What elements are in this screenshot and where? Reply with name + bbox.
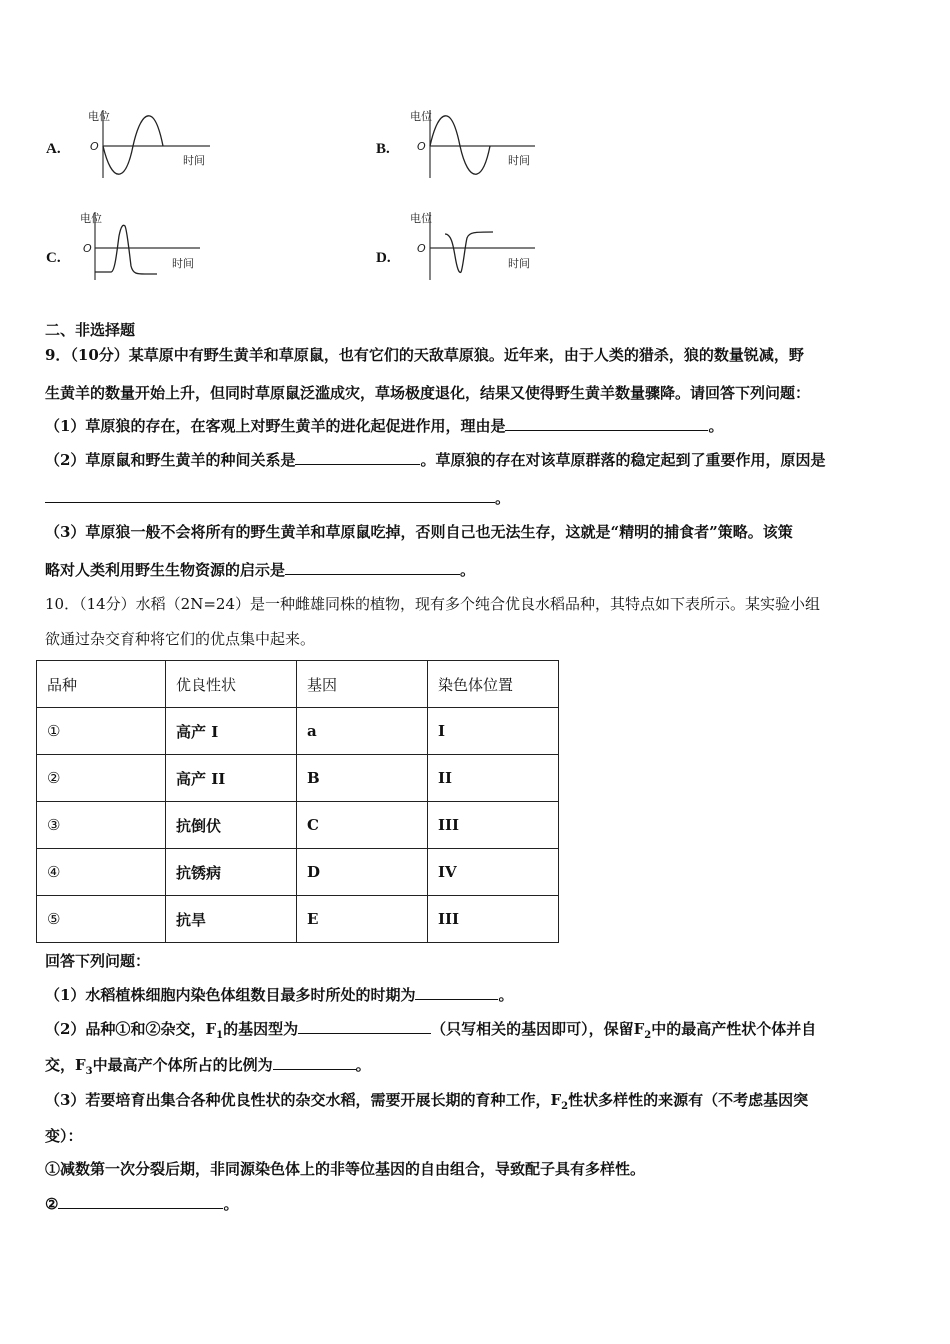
answer-intro: 回答下列问题： — [45, 952, 151, 970]
table-cell: III — [428, 802, 559, 849]
table-cell: 抗旱 — [166, 896, 297, 943]
table-cell: II — [428, 755, 559, 802]
axis-y-label-a: 电位 — [88, 110, 110, 123]
table-cell: 抗锈病 — [166, 849, 297, 896]
origin-c: O — [83, 242, 92, 255]
table-cell: ① — [37, 708, 166, 755]
table-row — [37, 755, 559, 802]
option-d-graph — [405, 210, 540, 282]
table-header-cell: 基因 — [297, 661, 428, 708]
option-b-label: B. — [376, 141, 390, 157]
answer-blank[interactable] — [285, 560, 460, 575]
option-a-label: A. — [46, 141, 61, 157]
origin-d: O — [417, 242, 426, 255]
answer-blank[interactable] — [415, 985, 498, 1000]
section-title: 二、非选择题 — [45, 321, 136, 339]
table-cell: ③ — [37, 802, 166, 849]
q10-part2-cont: 交，$F_3$中最高产个体所占的比例为 。 — [45, 1056, 371, 1077]
option-c-label: C. — [46, 250, 61, 266]
axis-x-label-a: 时间 — [183, 154, 205, 167]
table-cell: C — [297, 802, 428, 849]
axis-y-label-b: 电位 — [410, 110, 432, 123]
q10-part2: （2）品种①和②杂交，$F_1$的基因型为 （只写相关的基因即可），保留$F_2$中的最高产性状个体并自 — [45, 1020, 817, 1041]
q9-part2-cont: 。 — [45, 488, 510, 508]
q9-part3-line2: 略对人类利用野生生物资源的启示是 。 — [45, 561, 476, 579]
q10-item1: ①减数第一次分裂后期，非同源染色体上的非等位基因的自由组合，导致配子具有多样性。 — [45, 1160, 646, 1178]
answer-blank[interactable] — [273, 1055, 356, 1070]
q9-part1: （1）草原狼的存在，在客观上对野生黄羊的进化起促进作用，理由是 。 — [45, 417, 724, 435]
axis-y-label-d: 电位 — [410, 212, 432, 225]
axis-x-label-d: 时间 — [508, 257, 530, 270]
option-b-graph — [405, 108, 540, 180]
table-cell: ② — [37, 755, 166, 802]
table-cell: E — [297, 896, 428, 943]
q10-line2: 欲通过杂交育种将它们的优点集中起来。 — [45, 630, 316, 648]
option-d-label: D. — [376, 250, 391, 266]
q10-part3-cont: 变）： — [45, 1127, 83, 1145]
axis-y-label-c: 电位 — [80, 212, 102, 225]
origin-a: O — [90, 140, 99, 153]
table-row — [37, 849, 559, 896]
table-cell: D — [297, 849, 428, 896]
q10-part3: （3）若要培育出集合各种优良性状的杂交水稻，需要开展长期的育种工作，$F_2$性状多样性的来源有（不考虑基因突 — [45, 1091, 809, 1112]
q10-line1: 10．（14分）水稻（2N=24）是一种雌雄同株的植物，现有多个纯合优良水稻品种，其特点如下表所示。某实验小组 — [45, 595, 821, 613]
table-cell: ④ — [37, 849, 166, 896]
q9-line1: 9．（10分）某草原中有野生黄羊和草原鼠，也有它们的天敌草原狼。近年来，由于人类的猎杀，狼的数量锐减，野 — [45, 346, 804, 364]
answer-blank[interactable] — [298, 1019, 431, 1034]
variety-table — [36, 660, 559, 943]
q10-part1: （1）水稻植株细胞内染色体组数目最多时所处的时期为 。 — [45, 986, 514, 1004]
q9-part3-line1: （3）草原狼一般不会将所有的野生黄羊和草原鼠吃掉，否则自己也无法生存，这就是“精明的捕食者”策略。该策 — [45, 523, 793, 541]
q9-line2: 生黄羊的数量开始上升，但同时草原鼠泛滥成灾，草场极度退化，结果又使得野生黄羊数量骤降。请回答下列问题： — [45, 384, 811, 402]
table-row — [37, 896, 559, 943]
table-cell: I — [428, 708, 559, 755]
table-header-cell: 品种 — [37, 661, 166, 708]
answer-blank[interactable] — [45, 488, 495, 503]
answer-blank[interactable] — [58, 1194, 223, 1209]
axis-x-label-b: 时间 — [508, 154, 530, 167]
table-cell: 高产 II — [166, 755, 297, 802]
option-c-graph — [75, 210, 205, 282]
table-header-cell: 优良性状 — [166, 661, 297, 708]
table-header-cell: 染色体位置 — [428, 661, 559, 708]
answer-blank[interactable] — [505, 416, 708, 431]
table-row — [37, 708, 559, 755]
table-cell: 高产 I — [166, 708, 297, 755]
table-cell: B — [297, 755, 428, 802]
option-a-graph — [85, 108, 215, 180]
table-cell: ⑤ — [37, 896, 166, 943]
axis-x-label-c: 时间 — [172, 257, 194, 270]
q9-part2: （2）草原鼠和野生黄羊的种间关系是 。草原狼的存在对该草原群落的稳定起到了重要作用，原因是 — [45, 451, 826, 469]
table-cell: IV — [428, 849, 559, 896]
table-header-row — [37, 661, 559, 708]
q10-item2: ② 。 — [45, 1195, 239, 1213]
table-cell: 抗倒伏 — [166, 802, 297, 849]
table-cell: III — [428, 896, 559, 943]
table-cell: a — [297, 708, 428, 755]
origin-b: O — [417, 140, 426, 153]
table-row — [37, 802, 559, 849]
answer-blank[interactable] — [295, 450, 420, 465]
